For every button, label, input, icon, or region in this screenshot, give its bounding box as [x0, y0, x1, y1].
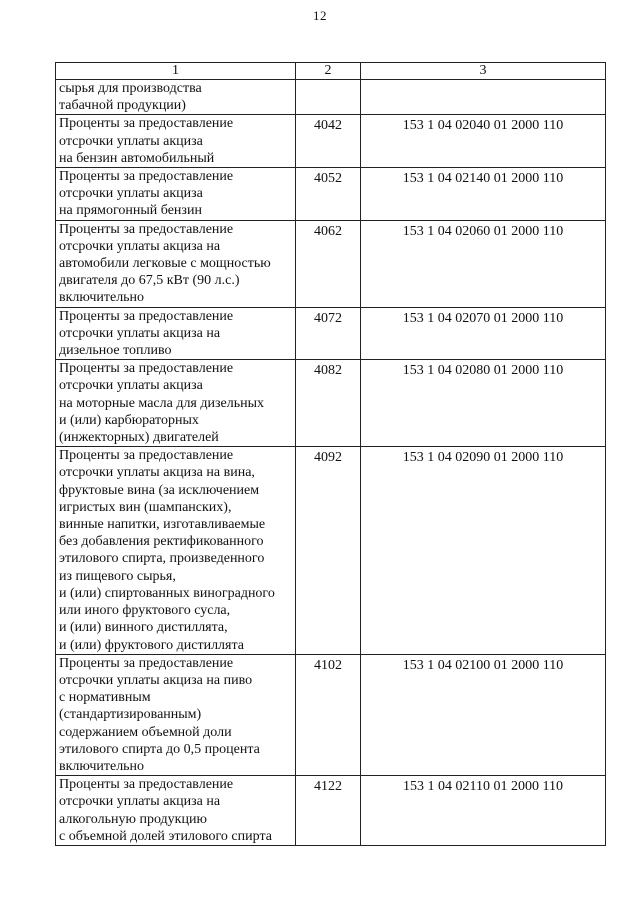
row-description: Проценты за предоставление отсрочки уплаты акциза на вина, фруктовые вина (за исключением игристых вин (шампанских), винные напитки, изготавливаемые без добавления ректификованного этилового спирта, произведенного из пищевого сырья, и (или) спиртованных виноградного или иного фруктового сусла, и (или) винного дистиллята, и (или) фруктового дистиллята	[56, 447, 296, 654]
row-code: 4092	[296, 447, 361, 654]
row-code: 4062	[296, 220, 361, 307]
row-code: 4102	[296, 654, 361, 775]
table-row	[56, 220, 606, 307]
row-kbk: 153 1 04 02140 01 2000 110	[361, 168, 606, 221]
row-description: Проценты за предоставление отсрочки уплаты акциза на алкогольную продукцию с объемной долей этилового спирта	[56, 776, 296, 846]
row-code: 4122	[296, 776, 361, 846]
table-row	[56, 360, 606, 447]
row-code: 4082	[296, 360, 361, 447]
table-row	[56, 80, 606, 115]
row-description: Проценты за предоставление отсрочки уплаты акциза на моторные масла для дизельных и (или) карбюраторных (инжекторных) двигателей	[56, 360, 296, 447]
table-row	[56, 168, 606, 221]
row-description: Проценты за предоставление отсрочки уплаты акциза на дизельное топливо	[56, 307, 296, 360]
row-description: Проценты за предоставление отсрочки уплаты акциза на прямогонный бензин	[56, 168, 296, 221]
row-kbk: 153 1 04 02070 01 2000 110	[361, 307, 606, 360]
row-kbk: 153 1 04 02090 01 2000 110	[361, 447, 606, 654]
table-row	[56, 115, 606, 168]
row-description: Проценты за предоставление отсрочки уплаты акциза на бензин автомобильный	[56, 115, 296, 168]
header-col-3: 3	[361, 63, 606, 80]
header-row	[56, 63, 606, 80]
table-body	[56, 80, 606, 846]
header-col-1: 1	[56, 63, 296, 80]
row-kbk	[361, 80, 606, 115]
row-kbk: 153 1 04 02040 01 2000 110	[361, 115, 606, 168]
row-description: сырья для производства табачной продукции)	[56, 80, 296, 115]
budget-code-table	[55, 62, 606, 846]
row-kbk: 153 1 04 02080 01 2000 110	[361, 360, 606, 447]
row-kbk: 153 1 04 02060 01 2000 110	[361, 220, 606, 307]
row-code: 4072	[296, 307, 361, 360]
table-row	[56, 776, 606, 846]
table-header	[56, 63, 606, 80]
row-description: Проценты за предоставление отсрочки уплаты акциза на пиво с нормативным (стандартизированным) содержанием объемной доли этилового спирта до 0,5 процента включительно	[56, 654, 296, 775]
page-number: 12	[313, 8, 327, 23]
row-kbk: 153 1 04 02100 01 2000 110	[361, 654, 606, 775]
header-col-2: 2	[296, 63, 361, 80]
row-code: 4042	[296, 115, 361, 168]
row-kbk: 153 1 04 02110 01 2000 110	[361, 776, 606, 846]
row-code	[296, 80, 361, 115]
row-code: 4052	[296, 168, 361, 221]
table-row	[56, 307, 606, 360]
table-row	[56, 654, 606, 775]
table-row	[56, 447, 606, 654]
row-description: Проценты за предоставление отсрочки уплаты акциза на автомобили легковые с мощностью двигателя до 67,5 кВт (90 л.с.) включительно	[56, 220, 296, 307]
